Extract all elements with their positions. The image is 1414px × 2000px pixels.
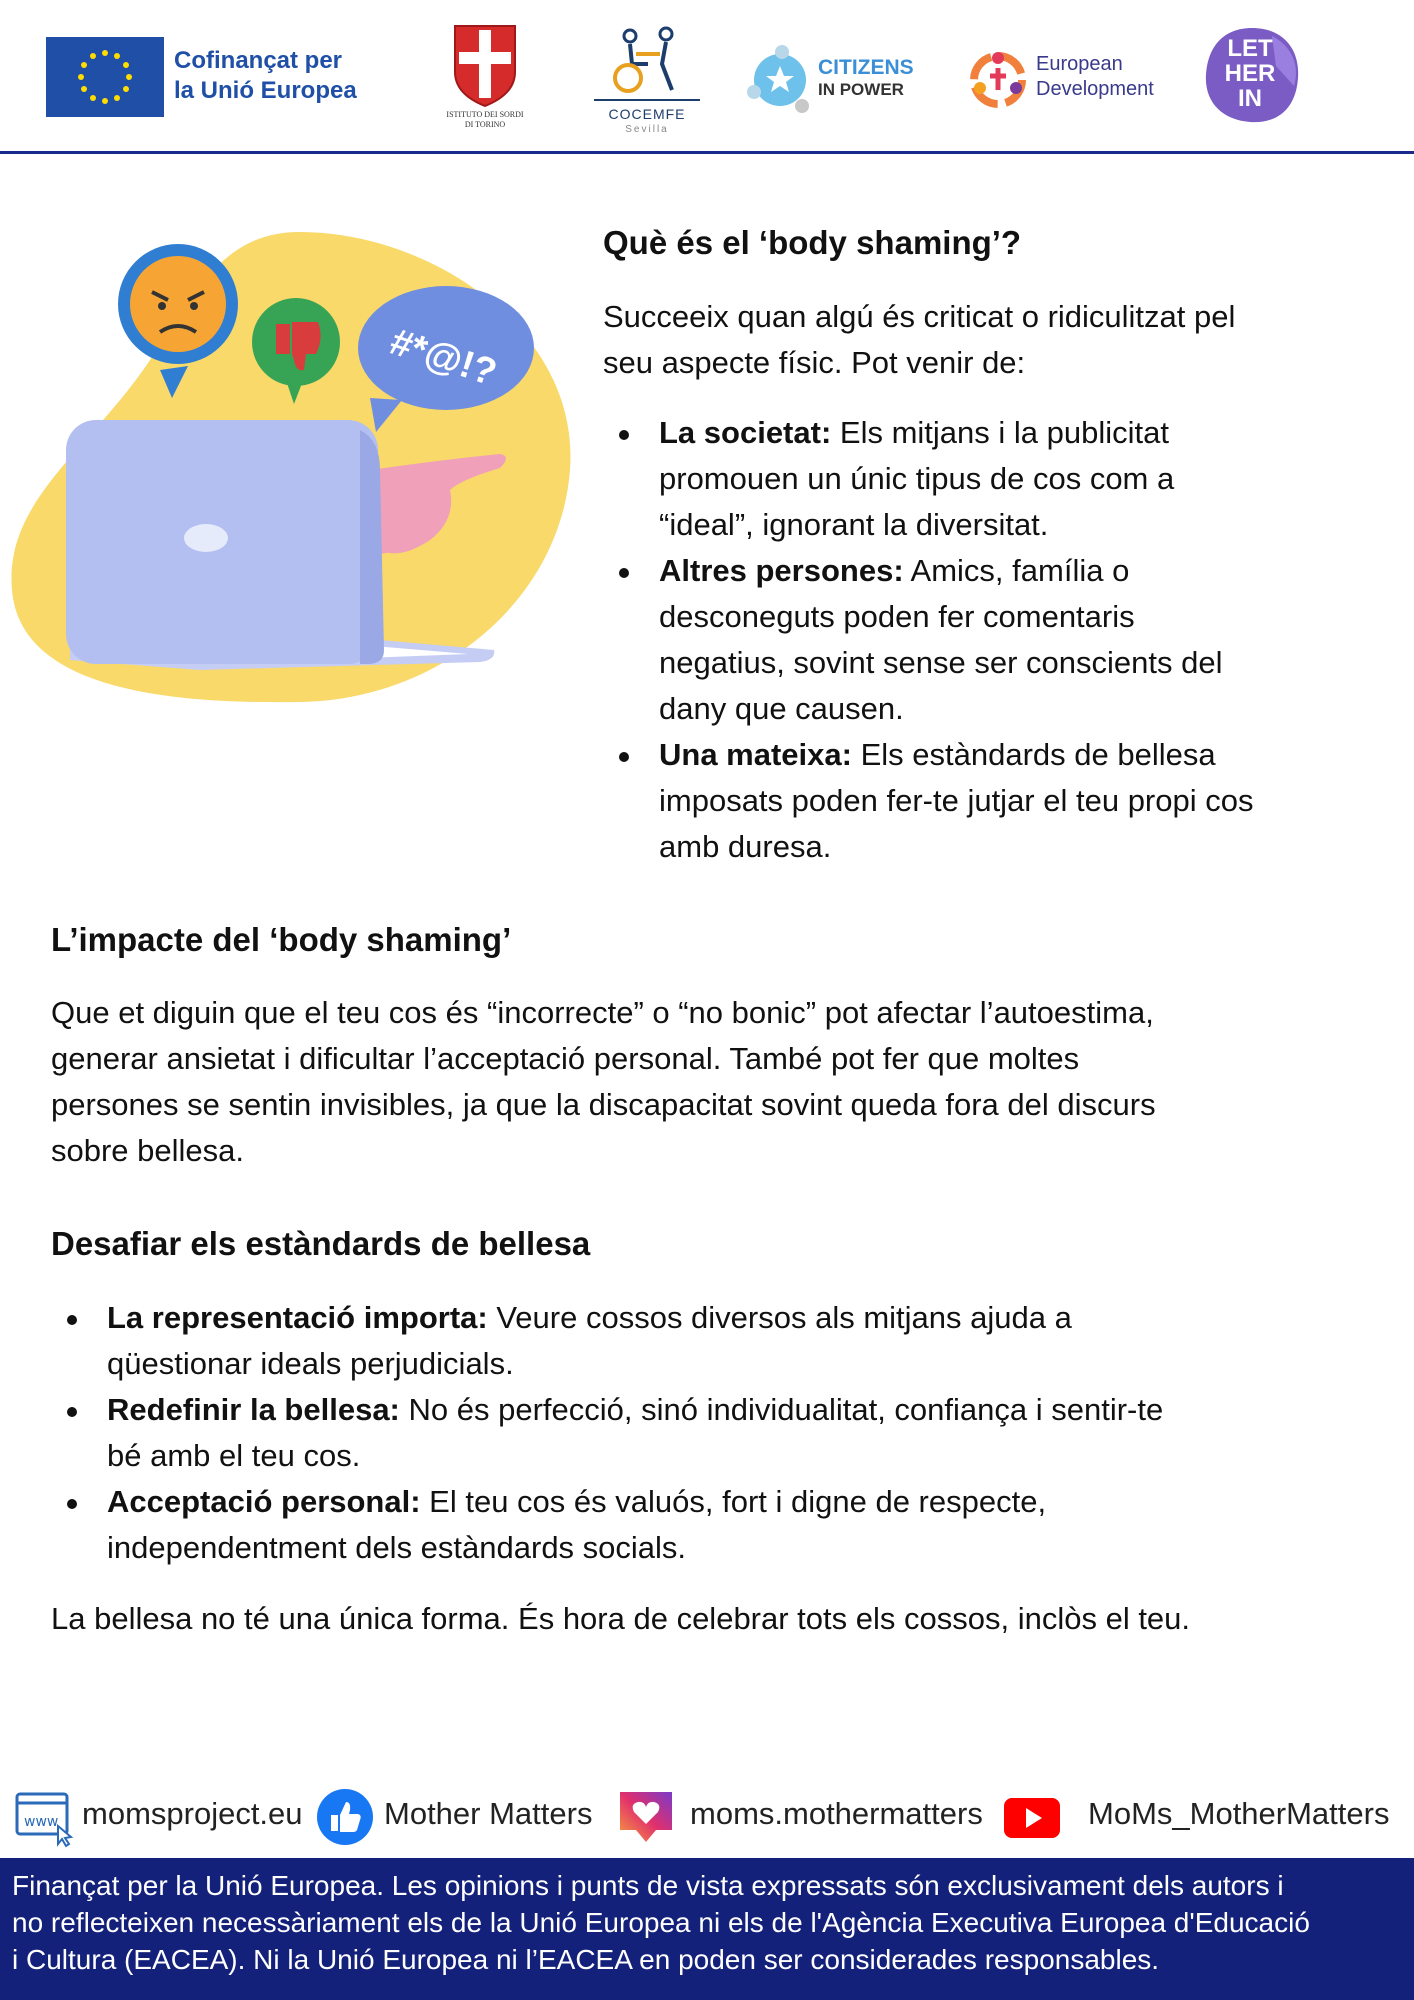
european-development-logo bbox=[966, 44, 1186, 116]
disclaimer-line: i Cultura (EACEA). Ni la Unió Europea ni l’EACEA en poden ser considerades responsables. bbox=[12, 1944, 1160, 1975]
istituto-sordi-logo bbox=[440, 22, 530, 136]
thumbs-up-icon bbox=[316, 1788, 374, 1846]
disclaimer-line: no reflecteixen necessàriament els de la Unió Europea ni els de l'Agència Executiva Europea d'Educació bbox=[12, 1907, 1310, 1938]
cocemfe-city: Sevilla bbox=[625, 124, 669, 135]
list-item-redefine-beauty bbox=[51, 1387, 1401, 1479]
let-her-in-text bbox=[1202, 36, 1298, 111]
website-icon bbox=[14, 1788, 74, 1848]
item-text: bé amb el teu cos. bbox=[107, 1438, 361, 1473]
impact-line: generar ansietat i dificultar l’acceptació personal. També pot fer que moltes bbox=[51, 1041, 1080, 1076]
sordi-caption-line1: ISTITUTO DEI SORDI bbox=[446, 110, 524, 119]
intro-line: Succeeix quan algú és criticat o ridiculitzat pel bbox=[603, 299, 1236, 334]
intro-line: seu aspecte físic. Pot venir de: bbox=[603, 345, 1026, 380]
people-circle-icon bbox=[966, 44, 1030, 116]
item-text: amb duresa. bbox=[659, 829, 832, 864]
intro-paragraph bbox=[603, 294, 1393, 386]
instagram-heart-icon bbox=[616, 1788, 676, 1846]
impact-line: persones se sentin invisibles, ja que la discapacitat sovint queda fora del discurs bbox=[51, 1087, 1156, 1122]
wheelchair-people-icon bbox=[590, 24, 704, 104]
eu-text-line2: la Unió Europea bbox=[174, 77, 357, 104]
eu-disclaimer-banner bbox=[0, 1858, 1414, 2000]
shield-cross-icon bbox=[440, 22, 530, 108]
item-label: Una mateixa: bbox=[659, 737, 852, 772]
www-text: www bbox=[24, 1814, 59, 1830]
youtube-icon bbox=[1002, 1796, 1062, 1840]
item-text: Els estàndards de bellesa bbox=[851, 737, 1216, 772]
item-text: Els mitjans i la publicitat bbox=[831, 415, 1169, 450]
list-item-other-people bbox=[603, 548, 1403, 732]
eudev-line1: European bbox=[1036, 53, 1123, 75]
item-text: desconeguts poden fer comentaris bbox=[659, 599, 1135, 634]
letherin-line1: LET bbox=[1227, 35, 1273, 62]
citizens-title: CITIZENS bbox=[818, 56, 914, 79]
item-text: “ideal”, ignorant la diversitat. bbox=[659, 507, 1049, 542]
heading-challenge-standards: Desafiar els estàndards de bellesa bbox=[51, 1225, 591, 1262]
sordi-caption-line2: DI TORINO bbox=[464, 120, 506, 129]
item-text: Amics, família o bbox=[903, 553, 1130, 588]
item-label: La representació importa: bbox=[107, 1300, 488, 1335]
item-text: promouen un únic tipus de cos com a bbox=[659, 461, 1175, 496]
item-text: qüestionar ideals perjudicials. bbox=[107, 1346, 514, 1381]
impact-line: Que et diguin que el teu cos és “incorrecte” o “no bonic” pot afectar l’autoestima, bbox=[51, 995, 1154, 1030]
website-text: momsproject.eu bbox=[82, 1796, 303, 1831]
closing-statement: La bellesa no té una única forma. És hora de celebrar tots els cossos, inclòs el teu. bbox=[51, 1601, 1191, 1636]
website-link[interactable] bbox=[14, 1786, 314, 1848]
item-text: dany que causen. bbox=[659, 691, 904, 726]
citizens-in-power-logo bbox=[744, 44, 924, 116]
item-text: El teu cos és valuós, fort i digne de respecte, bbox=[420, 1484, 1047, 1519]
item-label: Acceptació personal: bbox=[107, 1484, 421, 1519]
facebook-text: Mother Matters bbox=[384, 1796, 593, 1831]
item-text: independentment dels estàndards socials. bbox=[107, 1530, 687, 1565]
sources-list bbox=[603, 410, 1403, 870]
impact-paragraph bbox=[51, 990, 1401, 1174]
item-label: La societat: bbox=[659, 415, 832, 450]
challenge-list bbox=[51, 1295, 1401, 1571]
list-item-representation bbox=[51, 1295, 1401, 1387]
social-links-bar bbox=[0, 1786, 1414, 1848]
eu-flag-logo bbox=[46, 37, 164, 117]
item-text: negatius, sovint sense ser conscients del bbox=[659, 645, 1223, 680]
eu-text-line1: Cofinançat per bbox=[174, 47, 343, 74]
cocemfe-logo bbox=[590, 24, 704, 138]
let-her-in-logo bbox=[1202, 26, 1302, 126]
header-logo-bar bbox=[0, 0, 1414, 154]
disclaimer-line: Finançat per la Unió Europea. Les opinions i punts de vista expressats són exclusivament dels autors i bbox=[12, 1870, 1284, 1901]
impact-line: sobre bellesa. bbox=[51, 1133, 245, 1168]
heading-what-is-body-shaming: Què és el ‘body shaming’? bbox=[603, 224, 1022, 261]
item-text: imposats poden fer-te jutjar el teu propi cos bbox=[659, 783, 1254, 818]
body-shaming-illustration bbox=[0, 220, 580, 710]
citizens-subtitle: IN POWER bbox=[818, 80, 904, 99]
item-text: No és perfecció, sinó individualitat, confiança i sentir-te bbox=[399, 1392, 1164, 1427]
eudev-line2: Development bbox=[1036, 78, 1154, 100]
youtube-text: MoMs_MotherMatters bbox=[1088, 1796, 1390, 1831]
heading-impact: L’impacte del ‘body shaming’ bbox=[51, 921, 512, 958]
swear-symbols: #*@!? bbox=[385, 320, 502, 395]
list-item-oneself bbox=[603, 732, 1403, 870]
cocemfe-name: COCEMFE bbox=[608, 106, 686, 122]
list-item-society bbox=[603, 410, 1403, 548]
citizens-star-icon bbox=[744, 44, 816, 116]
item-label: Altres persones: bbox=[659, 553, 904, 588]
sordi-caption bbox=[440, 110, 530, 130]
instagram-text: moms.mothermatters bbox=[690, 1796, 983, 1831]
letherin-line3: IN bbox=[1238, 85, 1262, 112]
letherin-line2: HER bbox=[1224, 60, 1276, 87]
item-label: Redefinir la bellesa: bbox=[107, 1392, 400, 1427]
youtube-link[interactable] bbox=[1002, 1786, 1412, 1848]
facebook-link[interactable] bbox=[316, 1786, 616, 1848]
eu-cofunded-text bbox=[174, 46, 357, 106]
european-development-text bbox=[1036, 52, 1154, 102]
instagram-link[interactable] bbox=[616, 1786, 1006, 1848]
item-text: Veure cossos diversos als mitjans ajuda a bbox=[487, 1300, 1072, 1335]
list-item-self-acceptance bbox=[51, 1479, 1401, 1571]
